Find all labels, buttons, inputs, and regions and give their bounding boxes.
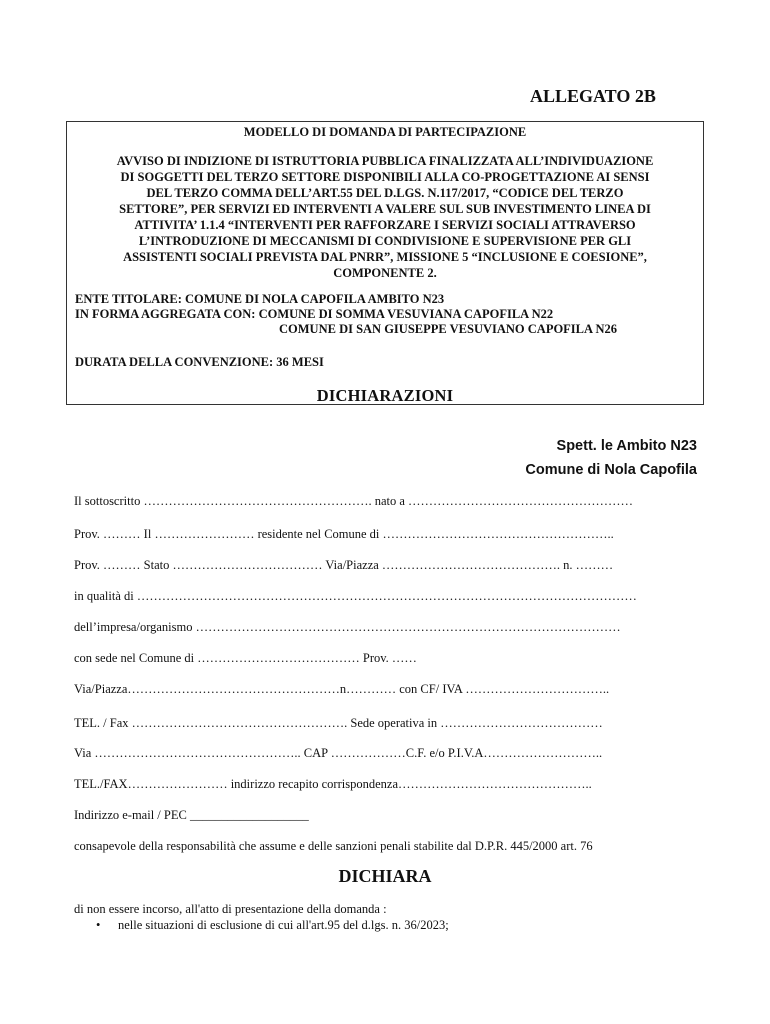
avviso-line: L’INTRODUZIONE DI MECCANISMI DI CONDIVISIONE E SUPERVISIONE PER GLI bbox=[138, 234, 632, 248]
consapevole-text: consapevole della responsabilità che assume e delle sanzioni penali stabilite dal D.P.R. 445/2000 art. 76 bbox=[74, 839, 593, 853]
dichiara-heading: DICHIARA bbox=[338, 866, 432, 886]
dichiara-list-item bbox=[96, 918, 449, 933]
form-line-indirizzo[interactable]: Prov. ……… Stato ……………………………… Via/Piazza ……………………………………. n. ……… bbox=[74, 558, 614, 572]
avviso-line: ATTIVITA’ 1.1.4 “INTERVENTI PER RAFFORZARE I SERVIZI SOCIALI ATTRAVERSO bbox=[134, 218, 636, 232]
durata-convenzione: DURATA DELLA CONVENZIONE: 36 MESI bbox=[75, 355, 324, 369]
form-line-impresa[interactable]: dell’impresa/organismo ………………………………………………………………………………………… bbox=[74, 620, 621, 634]
dichiarazioni-heading: DICHIARAZIONI bbox=[316, 386, 454, 405]
avviso-line: ASSISTENTI SOCIALI PREVISTA DAL PNRR”, MISSIONE 5 “INCLUSIONE E COESIONE”, bbox=[123, 250, 647, 264]
bullet-icon: • bbox=[96, 918, 101, 932]
header-box bbox=[66, 121, 704, 405]
dichiara-intro: di non essere incorso, all'atto di presentazione della domanda : bbox=[74, 902, 387, 916]
form-line-sede[interactable]: con sede nel Comune di ………………………………… Prov. …… bbox=[74, 651, 417, 665]
recipient-line-2: Comune di Nola Capofila bbox=[525, 462, 697, 478]
ente-titolare: ENTE TITOLARE: COMUNE DI NOLA CAPOFILA AMBITO N23 bbox=[75, 292, 445, 306]
recipient-line-1: Spett. le Ambito N23 bbox=[556, 438, 697, 454]
form-line-telfax[interactable]: TEL./FAX…………………… indirizzo recapito corrispondenza……………………………………….. bbox=[74, 777, 592, 791]
avviso-line: DI SOGGETTI DEL TERZO SETTORE DISPONIBILI ALLA CO-PROGETTAZIONE AI SENSI bbox=[120, 170, 650, 184]
avviso-line: DEL TERZO COMMA DELL’ART.55 DEL D.LGS. N.117/2017, “CODICE DEL TERZO bbox=[146, 186, 624, 200]
avviso-text bbox=[75, 153, 695, 281]
form-line-qualita[interactable]: in qualità di ………………………………………………………………………………………………………… bbox=[74, 589, 637, 603]
avviso-line: COMPONENTE 2. bbox=[333, 266, 437, 280]
forma-aggregata: IN FORMA AGGREGATA CON: COMUNE DI SOMMA VESUVIANA CAPOFILA N22 bbox=[75, 307, 554, 321]
forma-aggregata-2: COMUNE DI SAN GIUSEPPE VESUVIANO CAPOFILA N26 bbox=[279, 322, 618, 336]
modello-title: MODELLO DI DOMANDA DI PARTECIPAZIONE bbox=[243, 125, 527, 139]
avviso-line: SETTORE”, PER SERVIZI ED INTERVENTI A VALERE SUL SUB INVESTIMENTO LINEA DI bbox=[119, 202, 651, 216]
recipient-block bbox=[525, 434, 697, 482]
dichiara-item-text: nelle situazioni di esclusione di cui all'art.95 del d.lgs. n. 36/2023; bbox=[118, 918, 449, 932]
form-line-residenza[interactable]: Prov. ……… Il …………………… residente nel Comune di ……………………………………………….. bbox=[74, 527, 614, 541]
form-line-email[interactable]: Indirizzo e-mail / PEC ___________________ bbox=[74, 808, 309, 822]
allegato-title: ALLEGATO 2B bbox=[530, 86, 656, 106]
form-line-tel-sede[interactable]: TEL. / Fax ……………………………………………. Sede operativa in ………………………………… bbox=[74, 716, 603, 730]
avviso-line: AVVISO DI INDIZIONE DI ISTRUTTORIA PUBBLICA FINALIZZATA ALL’INDIVIDUAZIONE bbox=[116, 154, 654, 168]
form-line-via-cf[interactable]: Via/Piazza……………………………………………n………… con CF/ IVA …………………………….. bbox=[74, 682, 610, 696]
form-line-via-cap[interactable]: Via ………………………………………….. CAP ………………C.F. e/o P.I.V.A……………………….. bbox=[74, 746, 603, 760]
ente-section bbox=[75, 292, 695, 337]
form-line-sottoscritto[interactable]: Il sottoscritto ………………………………………………. nato a ……………………………………………… bbox=[74, 494, 634, 508]
